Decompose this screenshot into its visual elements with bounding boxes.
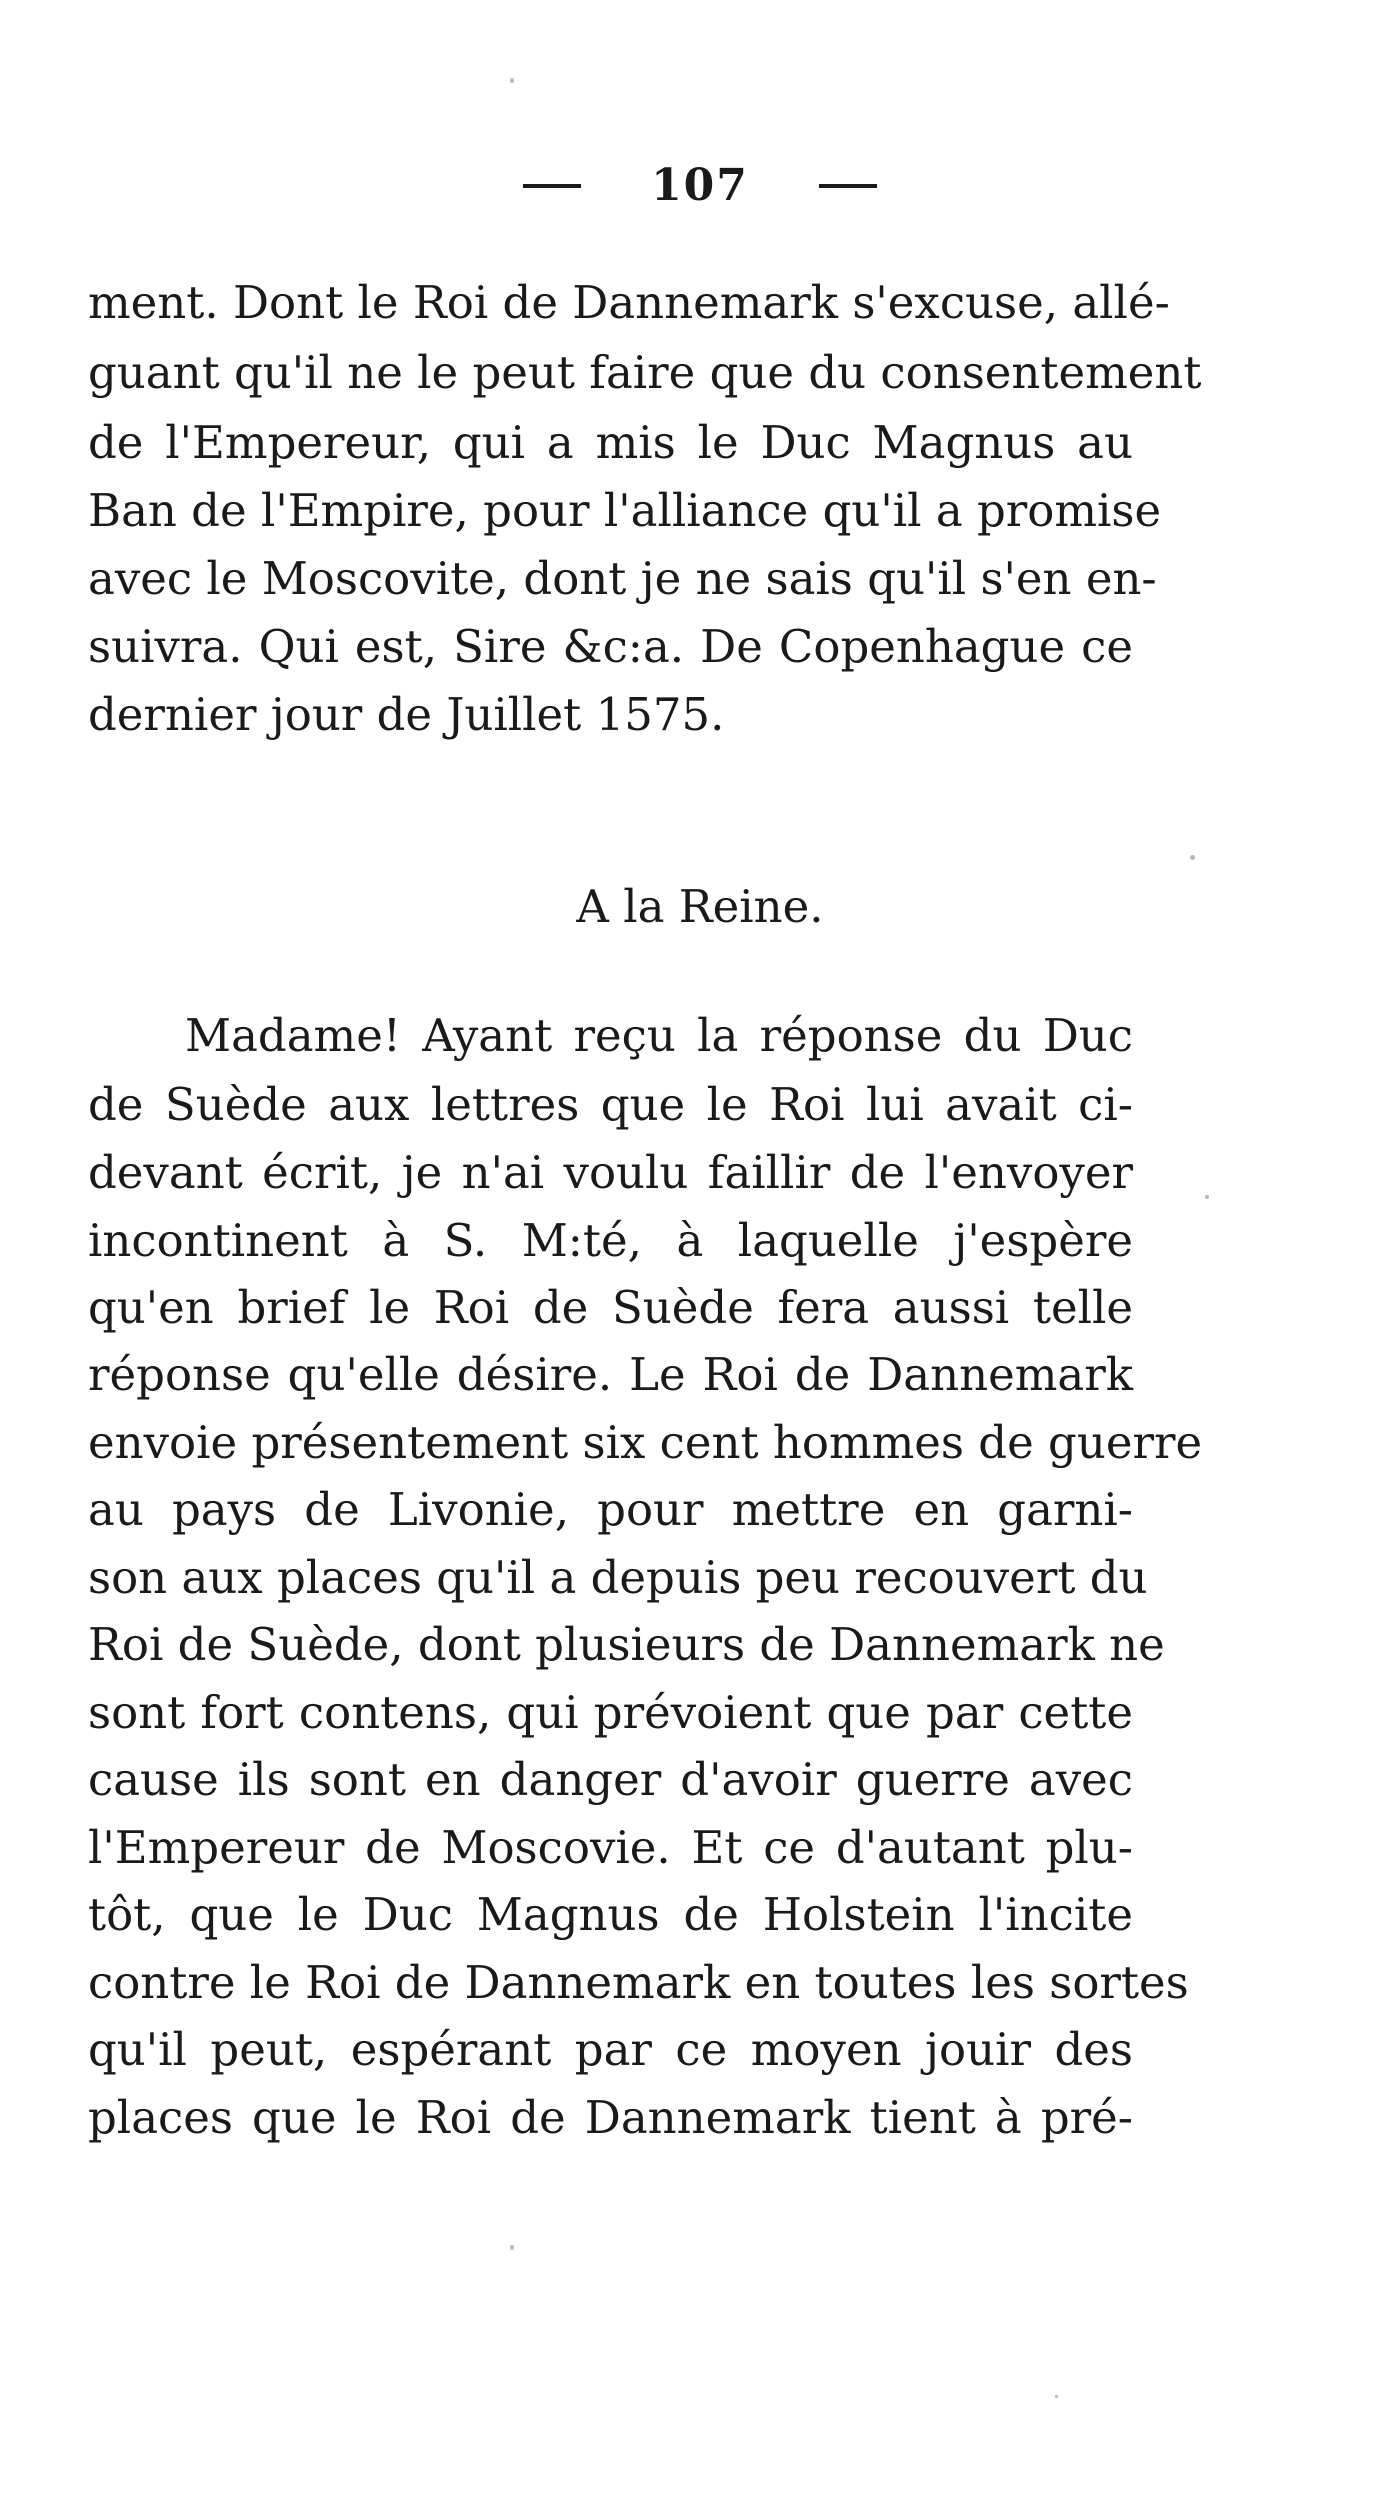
section-heading: A la Reine. [576, 880, 824, 933]
text-line: envoie présentement six cent hommes de guerre [88, 1416, 1203, 1469]
paper-speck [1055, 2395, 1058, 2398]
text-line: incontinent à S. M:té, à laquelle j'espère [88, 1214, 1133, 1267]
paper-speck [1205, 1195, 1209, 1199]
text-line: Ban de l'Empire, pour l'alliance qu'il a promise [88, 484, 1162, 537]
text-line: Roi de Suède, dont plusieurs de Dannemark ne [88, 1618, 1165, 1671]
text-line: l'Empereur de Moscovie. Et ce d'autant plu- [88, 1821, 1133, 1874]
text-line: Madame! Ayant reçu la réponse du Duc [185, 1009, 1133, 1062]
header-dash-left [523, 184, 581, 188]
paper-speck [510, 78, 514, 83]
text-line: qu'il peut, espérant par ce moyen jouir des [88, 2023, 1133, 2076]
paper-speck [510, 2245, 514, 2250]
text-line: contre le Roi de Dannemark en toutes les sortes [88, 1956, 1189, 2009]
text-line: devant écrit, je n'ai voulu faillir de l'envoyer [88, 1146, 1133, 1199]
text-line: de l'Empereur, qui a mis le Duc Magnus au [88, 416, 1133, 469]
header-dash-right [819, 184, 877, 188]
text-line: ment. Dont le Roi de Dannemark s'excuse, allé- [88, 276, 1170, 329]
text-line: dernier jour de Juillet 1575. [88, 688, 725, 741]
text-line: sont fort contens, qui prévoient que par cette [88, 1686, 1133, 1739]
text-line: de Suède aux lettres que le Roi lui avait ci- [88, 1078, 1133, 1131]
text-line: réponse qu'elle désire. Le Roi de Dannemark [88, 1348, 1133, 1401]
text-line: tôt, que le Duc Magnus de Holstein l'incite [88, 1888, 1133, 1941]
text-line: avec le Moscovite, dont je ne sais qu'il s'en en- [88, 552, 1157, 605]
text-line: places que le Roi de Dannemark tient à pré- [88, 2091, 1133, 2144]
text-line: son aux places qu'il a depuis peu recouvert du [88, 1551, 1148, 1604]
text-line: suivra. Qui est, Sire &c:a. De Copenhague ce [88, 620, 1133, 673]
text-line: guant qu'il ne le peut faire que du consentement [88, 346, 1202, 399]
text-line: qu'en brief le Roi de Suède fera aussi telle [88, 1281, 1133, 1334]
text-line: cause ils sont en danger d'avoir guerre avec [88, 1753, 1133, 1806]
paper-speck [1190, 855, 1195, 860]
text-line: au pays de Livonie, pour mettre en garni- [88, 1483, 1133, 1536]
page-header [0, 160, 1400, 211]
page-number: 107 [651, 160, 749, 211]
